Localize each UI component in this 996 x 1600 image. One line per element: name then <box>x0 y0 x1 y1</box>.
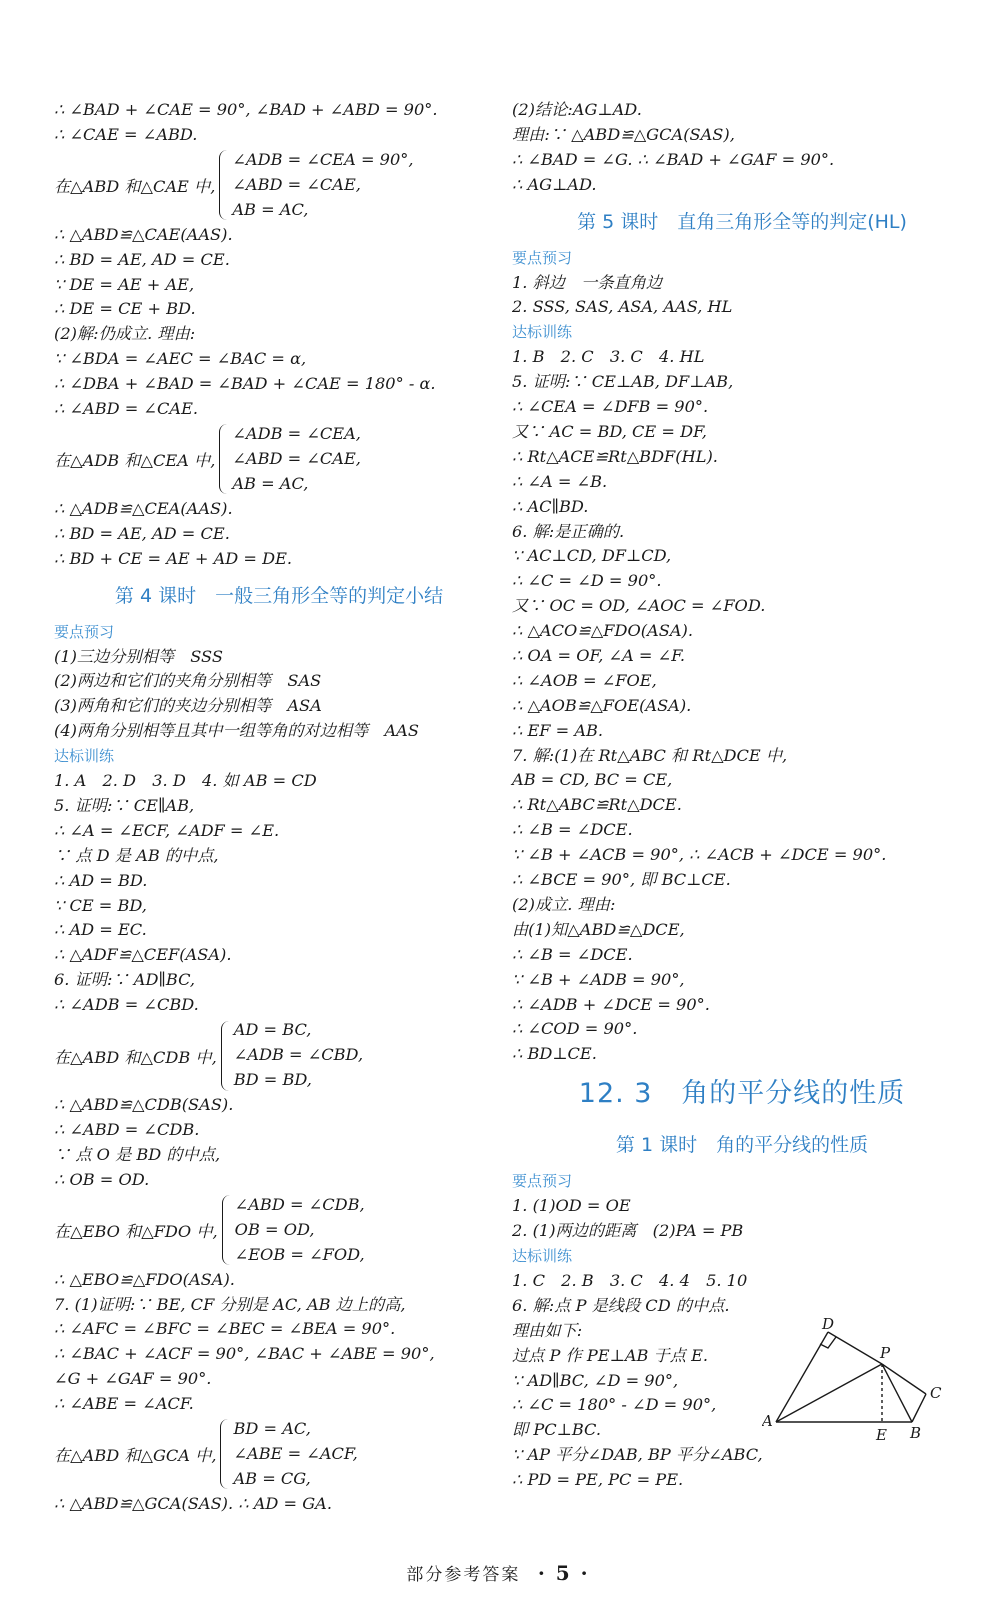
segment-cb <box>912 1394 926 1422</box>
text-line: 2. SSS, SAS, ASA, AAS, HL <box>512 297 733 317</box>
text-line: ∴ △ABD≌△CDB(SAS). <box>54 1095 234 1115</box>
text-line: 6. 解:是正确的. <box>512 521 625 541</box>
text-line: ∴ AD = BD. <box>54 870 148 890</box>
system-line: BD = AC, <box>233 1419 311 1439</box>
text-line: ∵ AP 平分∠DAB, BP 平分∠ABC, <box>512 1445 763 1465</box>
text-line: ∴ △EBO≌△FDO(ASA). <box>54 1269 235 1289</box>
text-line: ∴ △ACO≌△FDO(ASA). <box>512 621 693 641</box>
text-line: ∴ ∠DBA + ∠BAD = ∠BAD + ∠CAE = 180° - α. <box>54 374 436 394</box>
text-line: ∵ CE = BD, <box>54 895 147 915</box>
system-prefix: 在△EBO 和△FDO 中, <box>54 1222 218 1242</box>
system-line: ∠ABD = ∠CAE, <box>232 448 361 468</box>
system-line: ∠ADB = ∠CEA, <box>232 424 361 444</box>
system-line: ∠ADB = ∠CBD, <box>233 1045 364 1065</box>
text-line: ∵ 点 O 是 BD 的中点, <box>54 1144 221 1164</box>
chapter-number: 12. 3 <box>578 1078 653 1110</box>
segment-ap <box>776 1364 882 1422</box>
equation-system <box>54 1018 504 1093</box>
brace-icon <box>221 1021 230 1091</box>
system-line: OB = OD, <box>234 1219 315 1239</box>
system-line: AB = CG, <box>233 1468 311 1488</box>
text-line: ∴ ∠ABD = ∠CAE. <box>54 399 199 419</box>
right-column <box>512 98 972 1493</box>
text-line: (1)三边分别相等 SSS <box>54 646 223 666</box>
text-line: ∠G + ∠GAF = 90°. <box>54 1369 212 1389</box>
text-line: ∴ △ABD≌△CAE(AAS). <box>54 224 233 244</box>
text-line: 2. (1)两边的距离 (2)PA = PB <box>512 1221 744 1241</box>
text-line: ∴ ∠B = ∠DCE. <box>512 944 633 964</box>
text-line: ∴ EF = AB. <box>512 720 604 740</box>
equation-system <box>54 422 504 497</box>
text-line: ∴ ∠BAD = ∠G. ∴ ∠BAD + ∠GAF = 90°. <box>512 149 835 169</box>
text-line: ∴ ∠B = ∠DCE. <box>512 820 633 840</box>
text-line: 1. B 2. C 3. C 4. HL <box>512 347 705 367</box>
text-line: ∵ DE = AE + AE, <box>54 274 195 294</box>
text-line: ∵ ∠B + ∠ADB = 90°, <box>512 969 685 989</box>
left-column <box>54 98 504 1517</box>
geometry-diagram <box>762 1318 952 1446</box>
text-line: AB = CD, BC = CE, <box>512 770 673 790</box>
text-line: ∴ ∠ADB = ∠CBD. <box>54 995 199 1015</box>
text-line: 6. 证明:∵ AD∥BC, <box>54 970 196 990</box>
segment-dp <box>828 1332 882 1364</box>
brace-icon <box>222 1195 231 1265</box>
page-footer <box>0 1560 996 1588</box>
text-line: ∴ ∠CEA = ∠DFB = 90°. <box>512 397 709 417</box>
text-line: 5. 证明:∵ CE∥AB, <box>54 796 195 816</box>
system-line: AB = AC, <box>232 473 309 493</box>
text-line: ∴ BD + CE = AE + AD = DE. <box>54 548 293 568</box>
text-line: ∴ △AOB≌△FOE(ASA). <box>512 695 692 715</box>
section-title: 第 1 课时 角的平分线的性质 <box>615 1134 869 1157</box>
section-label: 要点预习 <box>54 622 115 641</box>
segment-pb <box>882 1364 912 1422</box>
text-line: 理由如下: <box>512 1320 583 1340</box>
system-prefix: 在△ADB 和△CEA 中, <box>54 451 216 471</box>
text-line: ∴ DE = CE + BD. <box>54 299 196 319</box>
system-line: AB = AC, <box>232 199 309 219</box>
section-title: 第 5 课时 直角三角形全等的判定(HL) <box>577 210 907 233</box>
text-line: 7. 解:(1)在 Rt△ABC 和 Rt△DCE 中, <box>512 745 788 765</box>
text-line: ∴ ∠AFC = ∠BFC = ∠BEC = ∠BEA = 90°. <box>54 1319 396 1339</box>
section-title: 第 4 课时 一般三角形全等的判定小结 <box>114 584 444 607</box>
label-b: B <box>910 1424 922 1442</box>
text-line: ∴ AC∥BD. <box>512 496 589 516</box>
text-line: 7. (1)证明:∵ BE, CF 分别是 AC, AB 边上的高, <box>54 1294 406 1314</box>
text-line: 由(1)知△ABD≌△DCE, <box>512 919 685 939</box>
text-line: ∴ PD = PE, PC = PE. <box>512 1470 684 1490</box>
text-line: ∴ ∠BCE = 90°, 即 BC⊥CE. <box>512 870 731 890</box>
system-line: ∠ABD = ∠CAE, <box>232 174 361 194</box>
text-line: ∵ AD∥BC, ∠D = 90°, <box>512 1370 679 1390</box>
text-line: 1. C 2. B 3. C 4. 4 5. 10 <box>512 1270 748 1290</box>
text-line: ∴ ∠AOB = ∠FOE, <box>512 670 657 690</box>
system-line: ∠ABE = ∠ACF, <box>233 1444 358 1463</box>
text-line: ∴ ∠COD = 90°. <box>512 1019 638 1039</box>
section-label: 达标训练 <box>512 323 573 342</box>
text-line: ∴ △ADB≌△CEA(AAS). <box>54 498 233 518</box>
text-line: ∵ AC⊥CD, DF⊥CD, <box>512 546 672 566</box>
label-p: P <box>880 1344 891 1362</box>
page-number: · 5 · <box>537 1561 590 1585</box>
text-line: ∴ ∠A = ∠ECF, ∠ADF = ∠E. <box>54 820 280 840</box>
text-line: ∴ ∠ABE = ∠ACF. <box>54 1394 194 1414</box>
text-line: 即 PC⊥BC. <box>512 1420 601 1440</box>
system-line: ∠EOB = ∠FOD, <box>234 1244 365 1264</box>
system-prefix: 在△ABD 和△GCA 中, <box>54 1446 217 1466</box>
text-line: 又∵ AC = BD, CE = DF, <box>512 422 707 442</box>
text-line: (2)结论:AG⊥AD. <box>512 100 642 119</box>
label-a: A <box>762 1412 773 1430</box>
system-prefix: 在△ABD 和△CAE 中, <box>54 177 216 197</box>
text-line: ∴ BD = AE, AD = CE. <box>54 523 230 543</box>
system-line: BD = BD, <box>233 1069 312 1089</box>
text-line: 又∵ OC = OD, ∠AOC = ∠FOD. <box>512 596 766 616</box>
equation-system <box>54 1417 504 1492</box>
text-line: ∵ 点 D 是 AB 的中点, <box>54 845 219 865</box>
text-line: 5. 证明:∵ CE⊥AB, DF⊥AB, <box>512 372 734 392</box>
text-line: ∴ △ADF≌△CEF(ASA). <box>54 945 232 965</box>
brace-icon <box>219 150 228 220</box>
section-label: 要点预习 <box>512 1172 573 1191</box>
section-label: 达标训练 <box>54 747 115 766</box>
text-line: (3)两角和它们的夹边分别相等 ASA <box>54 696 322 716</box>
label-e: E <box>876 1426 887 1444</box>
text-line: ∴ ∠C = ∠D = 90°. <box>512 571 662 591</box>
footer-title: 部分参考答案 <box>406 1565 521 1585</box>
text-line: ∴ ∠CAE = ∠ABD. <box>54 124 198 144</box>
text-line: ∴ AD = EC. <box>54 920 147 940</box>
text-line: (2)两边和它们的夹角分别相等 SAS <box>54 671 322 691</box>
text-line: ∴ Rt△ABC≌Rt△DCE. <box>512 795 682 815</box>
segment-pc <box>882 1364 926 1394</box>
label-c: C <box>930 1384 942 1402</box>
text-line: 过点 P 作 PE⊥AB 于点 E. <box>512 1345 709 1365</box>
text-line: 6. 解:点 P 是线段 CD 的中点. <box>512 1295 730 1315</box>
text-line: 1. A 2. D 3. D 4. 如 AB = CD <box>54 771 317 791</box>
chapter-title <box>512 1067 972 1121</box>
text-line: (2)成立. 理由: <box>512 894 616 914</box>
text-line: (2)解:仍成立. 理由: <box>54 324 196 344</box>
system-line: AD = BC, <box>233 1020 312 1040</box>
text-line: (4)两角分别相等且其中一组等角的对边相等 AAS <box>54 721 419 741</box>
label-d: D <box>822 1318 835 1333</box>
equation-system <box>54 1193 504 1268</box>
system-line: ∠ADB = ∠CEA = 90°, <box>232 149 414 169</box>
text-line: ∴ ∠C = 180° - ∠D = 90°, <box>512 1395 717 1415</box>
text-line: ∴ AG⊥AD. <box>512 174 597 194</box>
text-line: 1. (1)OD = OE <box>512 1196 631 1216</box>
text-line: ∴ ∠ADB + ∠DCE = 90°. <box>512 994 710 1014</box>
text-line: 1. 斜边 一条直角边 <box>512 272 663 292</box>
equation-system <box>54 148 504 223</box>
text-line: ∴ OA = OF, ∠A = ∠F. <box>512 646 686 666</box>
text-line: ∴ ∠A = ∠B. <box>512 471 608 491</box>
text-line: ∴ ∠BAD + ∠CAE = 90°, ∠BAD + ∠ABD = 90°. <box>54 100 438 119</box>
text-line: 理由:∵ △ABD≌△GCA(SAS), <box>512 124 735 144</box>
section-label: 达标训练 <box>512 1246 573 1265</box>
section-label: 要点预习 <box>512 248 573 267</box>
brace-icon <box>220 1419 229 1489</box>
text-line: ∴ ∠ABD = ∠CDB. <box>54 1119 200 1139</box>
text-line: ∴ △ABD≌△GCA(SAS). ∴ AD = GA. <box>54 1493 333 1513</box>
chapter-name: 角的平分线的性质 <box>681 1078 906 1110</box>
text-line: ∵ ∠B + ∠ACB = 90°, ∴ ∠ACB + ∠DCE = 90°. <box>512 845 887 865</box>
text-line: ∵ ∠BDA = ∠AEC = ∠BAC = α, <box>54 349 307 369</box>
text-line: ∴ Rt△ACE≌Rt△BDF(HL). <box>512 446 718 466</box>
system-line: ∠ABD = ∠CDB, <box>234 1194 365 1214</box>
system-prefix: 在△ABD 和△CDB 中, <box>54 1047 217 1067</box>
text-line: ∴ BD = AE, AD = CE. <box>54 249 230 269</box>
text-line: ∴ ∠BAC + ∠ACF = 90°, ∠BAC + ∠ABE = 90°, <box>54 1344 435 1364</box>
brace-icon <box>219 424 228 494</box>
text-line: ∴ OB = OD. <box>54 1169 150 1189</box>
text-line: ∴ BD⊥CE. <box>512 1044 597 1064</box>
